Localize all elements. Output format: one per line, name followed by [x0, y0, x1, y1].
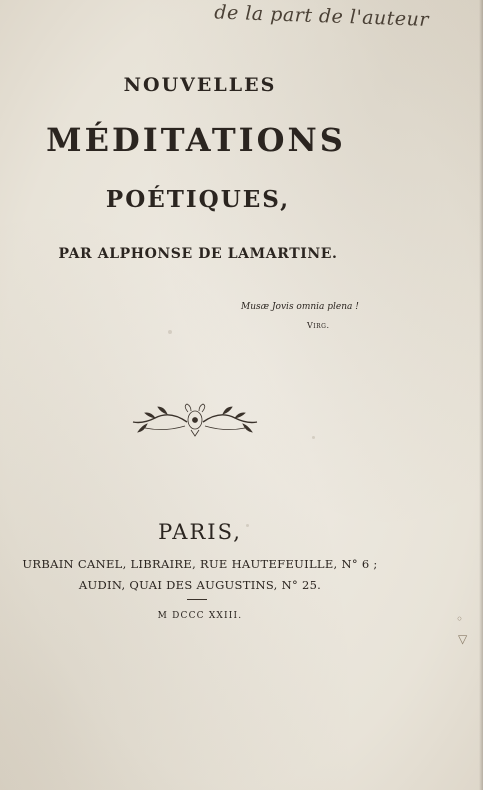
floral-ornament-icon	[125, 400, 265, 440]
binding-hole-icon: ▽	[458, 632, 468, 646]
imprint-place: PARIS,	[158, 520, 242, 544]
foxing-spot	[312, 436, 315, 439]
foxing-spot	[168, 330, 172, 334]
page-edge-shadow	[479, 0, 483, 790]
title-line-3: POÉTIQUES,	[105, 186, 291, 213]
divider-rule	[187, 599, 207, 600]
epigraph-quote: Musæ Jovis omnia plena !	[241, 302, 359, 312]
binding-hole-icon: ◦	[456, 612, 464, 626]
epigraph-author: Virg.	[307, 321, 330, 330]
imprint-year: M DCCC XXIII.	[157, 611, 243, 621]
title-line-2: MÉDITATIONS	[46, 121, 346, 159]
author-line: PAR ALPHONSE DE LAMARTINE.	[58, 246, 338, 262]
imprint-publisher-2: AUDIN, QUAI DES AUGUSTINS, N° 25.	[78, 578, 322, 592]
title-line-1: NOUVELLES	[123, 74, 277, 96]
imprint-publisher-1: URBAIN CANEL, LIBRAIRE, RUE HAUTEFEUILLE, N° 6 ;	[22, 557, 378, 571]
foxing-spot	[246, 524, 249, 527]
handwritten-inscription: de la part de l'auteur	[214, 1, 430, 31]
